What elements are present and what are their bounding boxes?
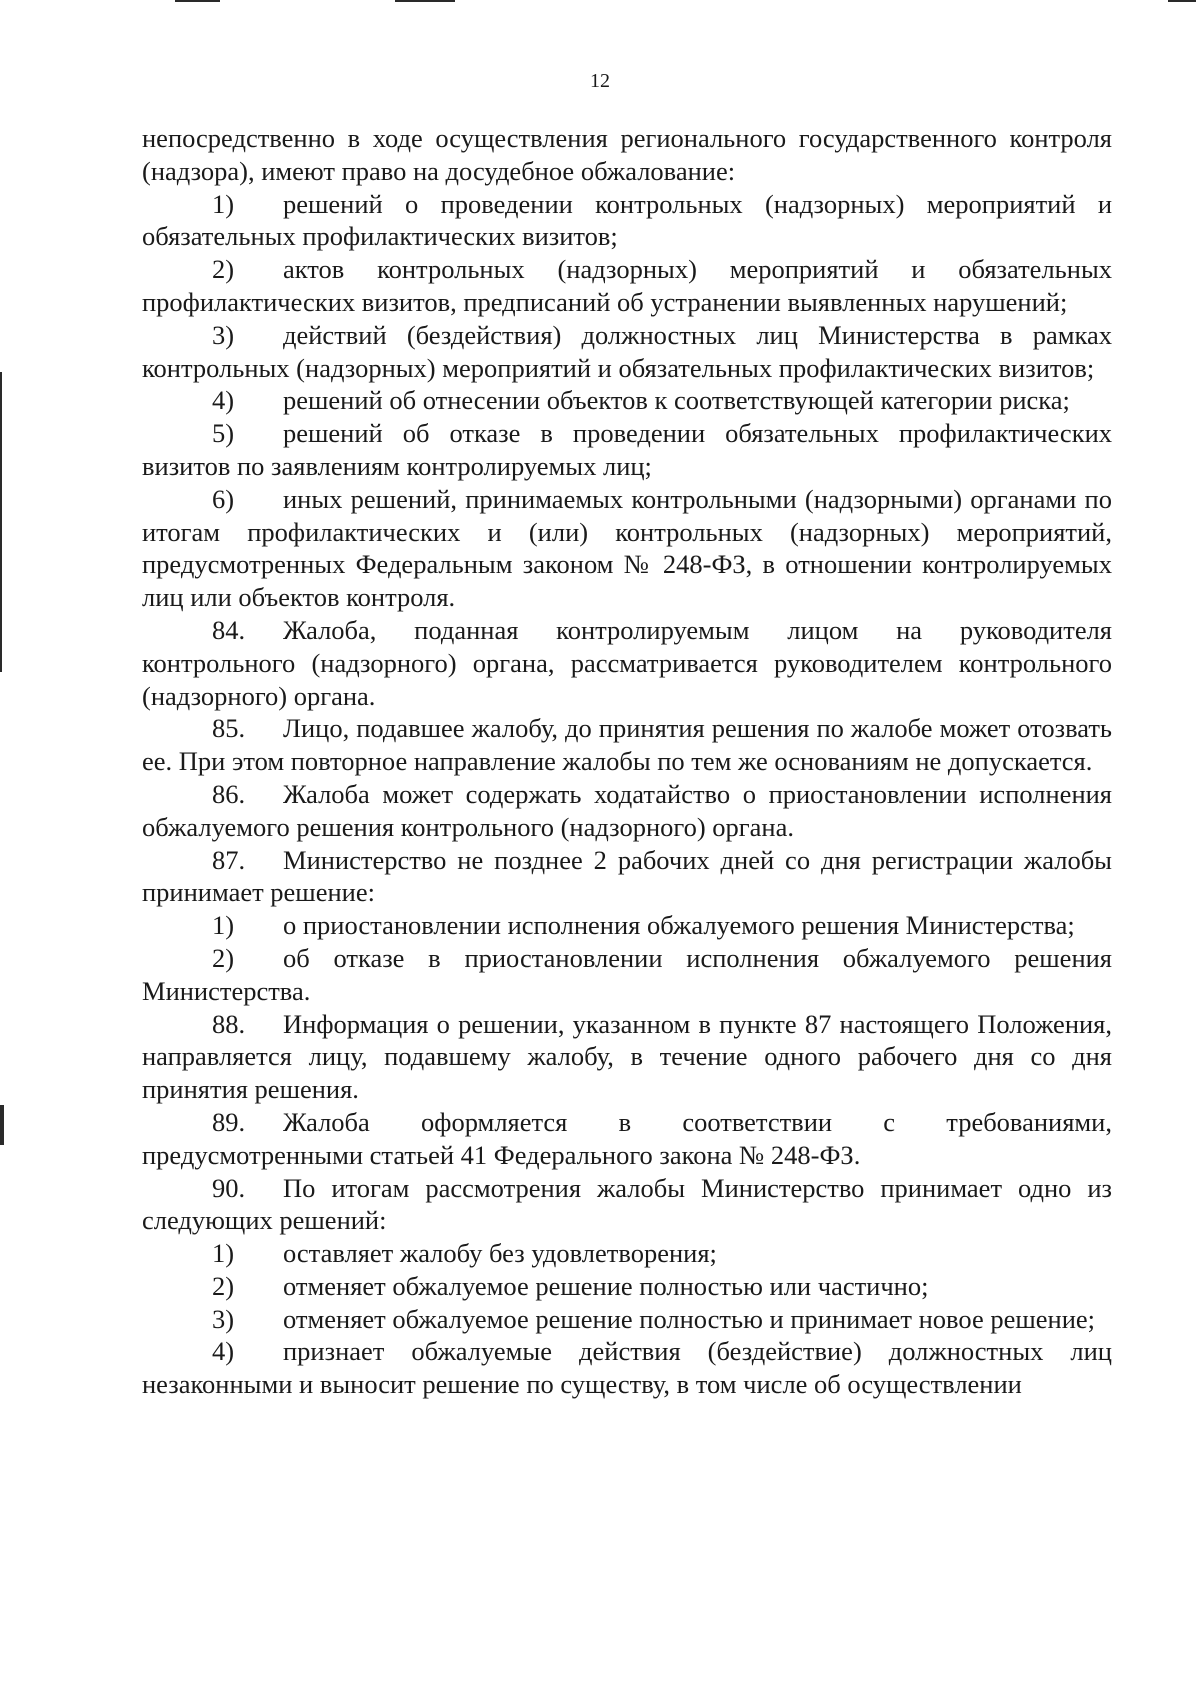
list-item-number: 3) — [212, 1303, 235, 1334]
paragraph-continuation: непосредственно в ходе осуществления регионального государственного контроля (надзора), имеют право на досудебное обжалование: — [142, 123, 1112, 186]
list-item: 6) иных решений, принимаемых контрольными (надзорными) органами по итогам профилактических и (или) контрольных (надзорных) мероприятий, предусмотренных Федеральным законом № 248-ФЗ, в отношении контролируемых лиц или объектов контроля. — [142, 483, 1112, 613]
list-item-number: 4) — [212, 385, 235, 416]
list-item: 1) оставляет жалобу без удовлетворения; — [212, 1238, 717, 1269]
clause-number: 86. — [212, 778, 246, 809]
list-item-number: 1) — [212, 910, 235, 941]
list-item-number: 4) — [212, 1336, 235, 1367]
clause-number: 90. — [212, 1172, 246, 1203]
clause-paragraph: 88. Информация о решении, указанном в пункте 87 настоящего Положения, направляется лицу, подавшему жалобу, в течение одного рабочего дня со дня принятия решения. — [142, 1008, 1112, 1105]
scan-mark-top-right — [1168, 0, 1196, 2]
list-item-number: 1) — [212, 188, 235, 219]
list-item-number: 3) — [212, 319, 235, 350]
list-item: 1) решений о проведении контрольных (надзорных) мероприятий и обязательных профилактических визитов; — [142, 188, 1112, 252]
list-item: 2) об отказе в приостановлении исполнения обжалуемого решения Министерства. — [142, 942, 1112, 1006]
list-item-number: 2) — [212, 1270, 235, 1301]
list-item: 3) действий (бездействия) должностных лиц Министерства в рамках контрольных (надзорных) мероприятий и обязательных профилактических визитов; — [142, 319, 1112, 383]
clause-number: 87. — [212, 844, 246, 875]
list-item: 1) о приостановлении исполнения обжалуемого решения Министерства; — [212, 910, 1075, 941]
clause-number: 84. — [212, 614, 246, 645]
clause-number: 89. — [212, 1106, 246, 1137]
list-item: 4) решений об отнесении объектов к соответствующей категории риска; — [212, 385, 1070, 416]
page-number: 12 — [590, 70, 610, 92]
list-item: 5) решений об отказе в проведении обязательных профилактических визитов по заявлениям контролируемых лиц; — [142, 418, 1112, 481]
scan-mark-top-center — [395, 0, 455, 2]
clause-paragraph: 87. Министерство не позднее 2 рабочих дней со дня регистрации жалобы принимает решение: — [142, 844, 1112, 908]
scan-mark-left-edge — [0, 372, 2, 672]
clause-paragraph: 86. Жалоба может содержать ходатайство о приостановлении исполнения обжалуемого решения контрольного (надзорного) органа. — [142, 778, 1112, 842]
scan-mark-top-left — [175, 0, 220, 2]
clause-number: 85. — [212, 713, 246, 744]
list-item-number: 2) — [212, 942, 235, 973]
list-item-number: 2) — [212, 254, 235, 285]
list-item: 2) актов контрольных (надзорных) мероприятий и обязательных профилактических визитов, предписаний об устранении выявленных нарушений; — [142, 254, 1112, 317]
list-item: 4) признает обжалуемые действия (бездействие) должностных лиц незаконными и выносит решение по существу, в том числе об осуществлении — [142, 1336, 1112, 1400]
clause-paragraph: 89. Жалоба оформляется в соответствии с требованиями, предусмотренными статьей 41 Федерального закона № 248-ФЗ. — [142, 1106, 1112, 1170]
list-item: 2) отменяет обжалуемое решение полностью или частично; — [212, 1270, 929, 1301]
clause-paragraph: 85. Лицо, подавшее жалобу, до принятия решения по жалобе может отозвать ее. При этом повторное направление жалобы по тем же основаниям не допускается. — [142, 713, 1112, 777]
list-item-number: 1) — [212, 1238, 235, 1269]
list-item-number: 6) — [212, 483, 235, 514]
clause-paragraph: 90. По итогам рассмотрения жалобы Министерство принимает одно из следующих решений: — [142, 1172, 1112, 1236]
list-item-number: 5) — [212, 418, 235, 449]
list-item: 3) отменяет обжалуемое решение полностью и принимает новое решение; — [212, 1303, 1096, 1334]
clause-number: 88. — [212, 1008, 246, 1039]
clause-paragraph: 84. Жалоба, поданная контролируемым лицом на руководителя контрольного (надзорного) органа, рассматривается руководителем контрольного (надзорного) органа. — [142, 614, 1112, 711]
scan-mark-left-dot — [0, 1105, 4, 1145]
document-body — [142, 122, 1112, 1401]
